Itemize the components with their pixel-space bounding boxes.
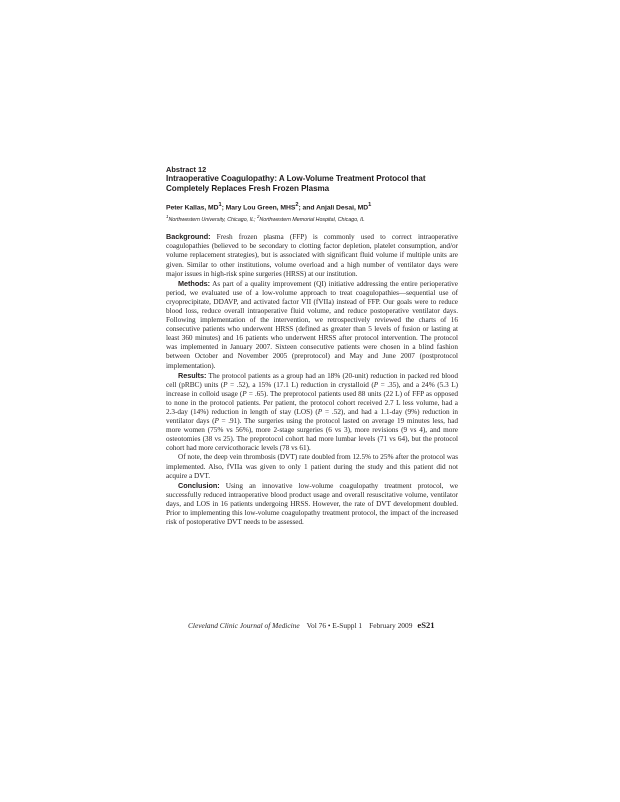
p-value-symbol: P xyxy=(317,408,323,416)
results-text: The protocol patients as a group had an 18% (20-unit) reduction in packed red blood cell (pRBC) units ( xyxy=(166,371,458,389)
affiliation-text: Northwestern University, Chicago, IL; xyxy=(168,217,257,224)
methods-paragraph xyxy=(166,279,458,371)
author-separator: ; and xyxy=(298,204,317,212)
p-value-symbol: P xyxy=(242,389,247,398)
conclusion-paragraph xyxy=(166,481,458,527)
abstract-title: Intraoperative Coagulopathy: A Low-Volume Treatment Protocol that Completely Replaces Fresh Frozen Plasma xyxy=(166,174,426,193)
affiliation-mark: 2 xyxy=(256,214,260,220)
results-heading: Results: xyxy=(178,370,207,380)
journal-name: Cleveland Clinic Journal of Medicine xyxy=(188,621,300,630)
page-number: eS21 xyxy=(417,620,435,630)
author-separator: ; xyxy=(221,204,226,212)
issue-date: February 2009 xyxy=(369,621,413,630)
background-paragraph xyxy=(166,232,458,278)
abstract-number: Abstract 12 xyxy=(166,165,207,174)
results-paragraph xyxy=(166,371,458,454)
author-affiliation-mark: 2 xyxy=(295,202,299,209)
author-affiliation-mark: 1 xyxy=(368,202,372,209)
results-text: = .91). The surgeries using the protocol lasted on average 19 minutes less, had more women (75% vs 56%), more 2-stage surgeries (6 vs 3), more revisions (9 vs 4), and more osteotomies (38 vs 25). The preprotocol cohort had more lumbar levels (71 vs 64), but the protocol cohort had more cervicothoracic levels (78 vs 61). xyxy=(166,417,458,453)
author-affiliation-mark: 1 xyxy=(218,202,222,209)
p-value-symbol: P xyxy=(373,380,379,389)
journal-volume: Vol 76 • E-Suppl 1 xyxy=(306,621,363,630)
conclusion-heading: Conclusion: xyxy=(178,480,220,490)
author-name: Anjali Desai, MD xyxy=(316,204,369,212)
methods-text: As part of a quality improvement (QI) initiative addressing the entire perioperative period, we evaluated use of a low-volume approach to treat coagulopathies—sequential use of cryoprecipitate, DDAVP, and activated factor VII (fVIIa) instead of FFP. Our goals were to reduce blood loss, reduce overall intraoperative fluid volume, and reduce postoperative ventilator days. Following implementation of the intervention, we retrospectively reviewed the charts of 16 consecutive patients who underwent HRSS (defined as greater than 5 levels of fusion or lasting at least 360 minutes) and 16 patients who underwent HRSS after protocol intervention. The protocol was implemented in January 2007. Sixteen consecutive patients were chosen in a blind fashion between October and November 2005 (preprotocol) and May and June 2007 (postprotocol implementation). xyxy=(166,279,458,370)
conclusion-text: Using an innovative low-volume coagulopathy treatment protocol, we successfully reduced intraoperative blood product usage and overall resuscitative volume, ventilator days, and LOS in 16 patients undergoing HRSS. However, the rate of DVT development doubled. Prior to implementing this low-volume coagulopathy treatment protocol, the impact of the increased risk of postoperative DVT needs to be assessed. xyxy=(166,481,458,527)
p-value-symbol: P xyxy=(223,380,228,389)
abstract-body xyxy=(166,232,458,527)
methods-heading: Methods: xyxy=(178,278,211,288)
dvt-paragraph: Of note, the deep vein thrombosis (DVT) rate doubled from 12.5% to 25% after the protocol was implemented. Also, fVIIa was given to only 1 patient during the study and this patient did not acquire a DVT. xyxy=(166,453,458,480)
abstract-page xyxy=(166,165,458,527)
p-value-symbol: P xyxy=(214,417,219,426)
background-heading: Background: xyxy=(166,232,211,242)
page-footer xyxy=(188,621,458,630)
affiliation-text: Northwestern Memorial Hospital, Chicago, IL xyxy=(259,217,365,224)
background-text: Fresh frozen plasma (FFP) is commonly used to correct intraoperative coagulopathies (believed to be secondary to clotting factor depletion, platelet consumption, and/or volume replacement strategies), but is associated with significant fluid volume if multiple units are given. Similar to other institutions, volume overload and a high number of ventilator days were major issues in high-risk spine surgeries (HRSS) at our institution. xyxy=(166,233,458,278)
author-name: Mary Lou Green, MHS xyxy=(225,204,296,212)
results-text: = .52), and had a 1.1-day (9%) reduction in ventilator days ( xyxy=(166,408,458,426)
results-text: = .35), and a 24% (5.3 L) increase in colloid usage ( xyxy=(166,380,459,398)
affiliation-mark: 1 xyxy=(166,214,169,220)
results-text: = .52), a 15% (17.1 L) reduction in crystalloid ( xyxy=(227,380,374,389)
author-list xyxy=(166,201,458,212)
author-name: Peter Kallas, MD xyxy=(166,204,219,212)
affiliations xyxy=(166,213,458,224)
results-text: = .65). The preprotocol patients used 88 units (22 L) of FFP as opposed to none in the protocol patients. Per patient, the protocol cohort received 2.7 L less volume, had a 2.3-day (14%) reduction in length of stay (LOS) ( xyxy=(166,389,458,416)
